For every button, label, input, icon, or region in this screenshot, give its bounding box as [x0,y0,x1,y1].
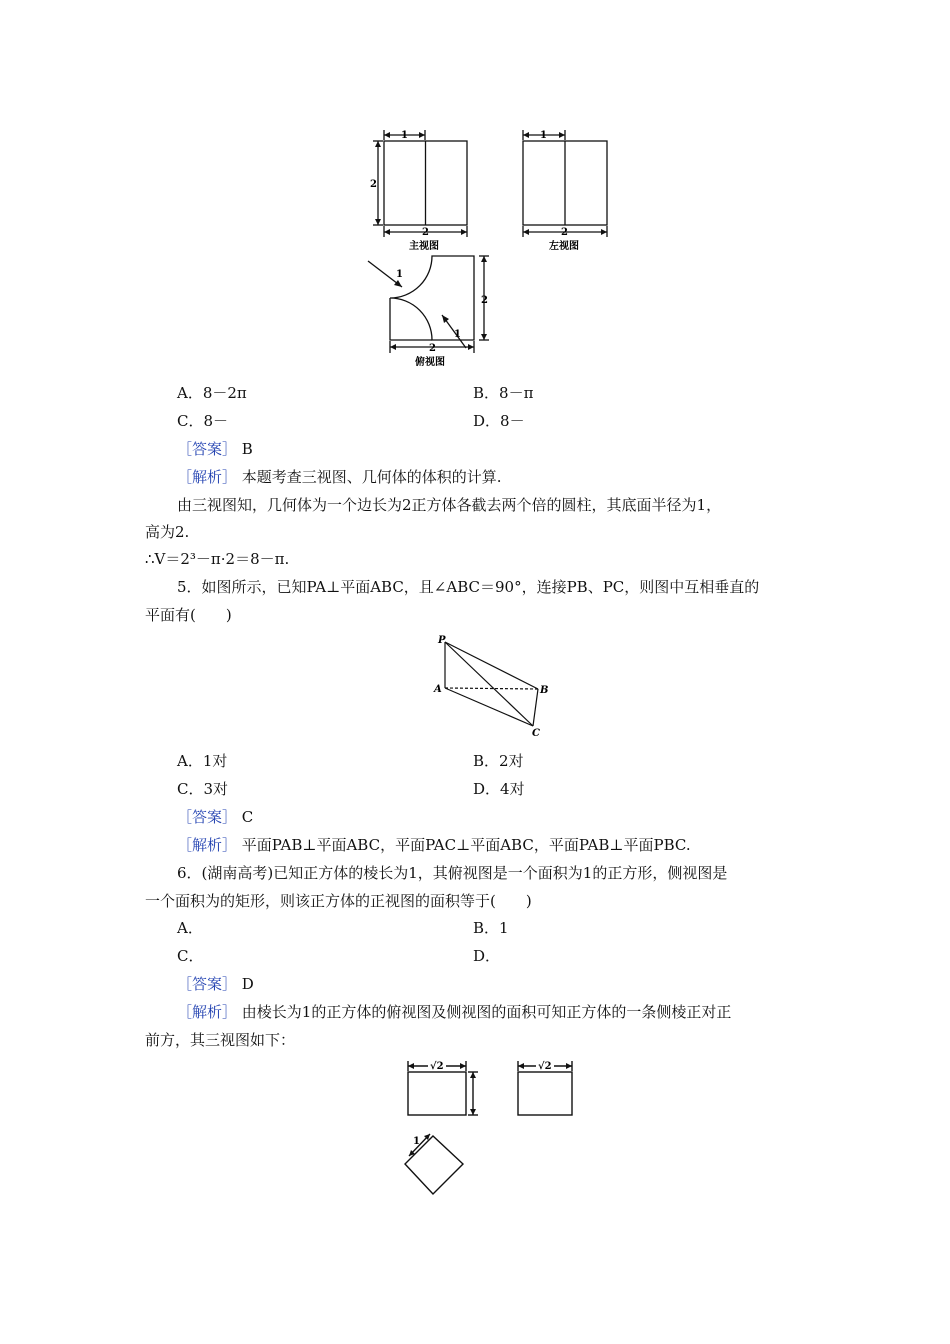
answer-tag: ［答案］ [177,808,238,826]
q6-analysis-2: 前方，其三视图如下： [145,1031,296,1049]
q6-option-c: C． [177,947,204,965]
q6-sqrt2-front: √2 [430,1061,444,1072]
analysis-tag: ［解析］ [177,1003,238,1021]
q6-stem-2: 一个面积为的矩形，则该正方体的正视图的面积等于( ) [145,892,532,910]
dim-front-width: 1 [401,130,408,141]
answer-tag: ［答案］ [177,440,238,458]
analysis-tag: ［解析］ [177,836,238,854]
analysis-text: 平面PAB⊥平面ABC，平面PAC⊥平面ABC，平面PAB⊥平面PBC. [241,836,691,854]
answer-value: B [241,440,253,458]
radius-label-2: 1 [454,329,461,340]
dim-front-bottom: 2 [422,227,429,238]
caption-top-view: 俯视图 [415,357,445,368]
three-views-figure-q6 [395,1058,595,1208]
q6-answer [177,974,254,994]
dim-side-width: 1 [540,130,547,141]
q5-option-d: D．4对 [473,780,525,798]
q6-front-rect [408,1072,466,1115]
q5-stem-1: 5．如图所示，已知PA⊥平面ABC，且∠ABC＝90°，连接PB、PC，则图中互相垂直的 [177,578,760,596]
q6-dim-1: 1 [413,1136,420,1147]
three-views-figure-q4 [360,125,620,375]
vertex-p: P [438,635,446,646]
q5-option-a: A．1对 [177,752,228,770]
analysis-text: 由棱长为1的正方体的俯视图及侧视图的面积可知正方体的一条侧棱正对正 [241,1003,732,1021]
vertex-a: A [434,684,442,695]
q6-sqrt2-side: √2 [538,1061,552,1072]
answer-value: C [241,808,254,826]
dim-top-height: 2 [481,295,488,306]
vertex-b: B [540,685,549,696]
q5-option-c: C．3对 [177,780,229,798]
dim-side-bottom: 2 [561,227,568,238]
q4-analysis-2: 由三视图知，几何体为一个边长为2正方体各截去两个倍的圆柱，其底面半径为1， [177,496,722,514]
q5-analysis [177,835,691,855]
vertex-c: C [532,728,540,739]
q6-option-d: D． [473,947,501,965]
q4-analysis-3: 高为2. [145,523,190,541]
answer-value: D [241,975,254,993]
caption-side-view: 左视图 [549,241,579,252]
dim-top-bottom: 2 [429,343,436,354]
q4-analysis-1 [177,467,502,487]
q6-option-a: A． [177,919,203,937]
q6-option-b: B．1 [473,919,509,937]
q6-side-rect [518,1072,572,1115]
q4-option-b: B．8－π [473,384,534,402]
dim-front-height: 2 [370,179,377,190]
caption-front-view: 主视图 [409,241,439,252]
q4-option-c: C．8－ [177,412,229,430]
q4-answer [177,439,253,459]
answer-tag: ［答案］ [177,975,238,993]
analysis-tag: ［解析］ [177,468,238,486]
radius-label-1: 1 [396,269,403,280]
q4-option-a: A．8－2π [177,384,247,402]
q6-analysis-1 [177,1002,731,1022]
q5-stem-2: 平面有( ) [145,606,232,624]
analysis-text: 本题考查三视图、几何体的体积的计算. [241,468,502,486]
pyramid-figure-q5 [430,632,560,742]
q5-option-b: B．2对 [473,752,524,770]
q4-analysis-4: ∴V＝2³－π·2＝8－π. [145,550,290,568]
q6-stem-1: 6．(湖南高考)已知正方体的棱长为1，其俯视图是一个面积为1的正方形，侧视图是 [177,864,728,882]
q5-answer [177,807,253,827]
q4-option-d: D．8－ [473,412,525,430]
